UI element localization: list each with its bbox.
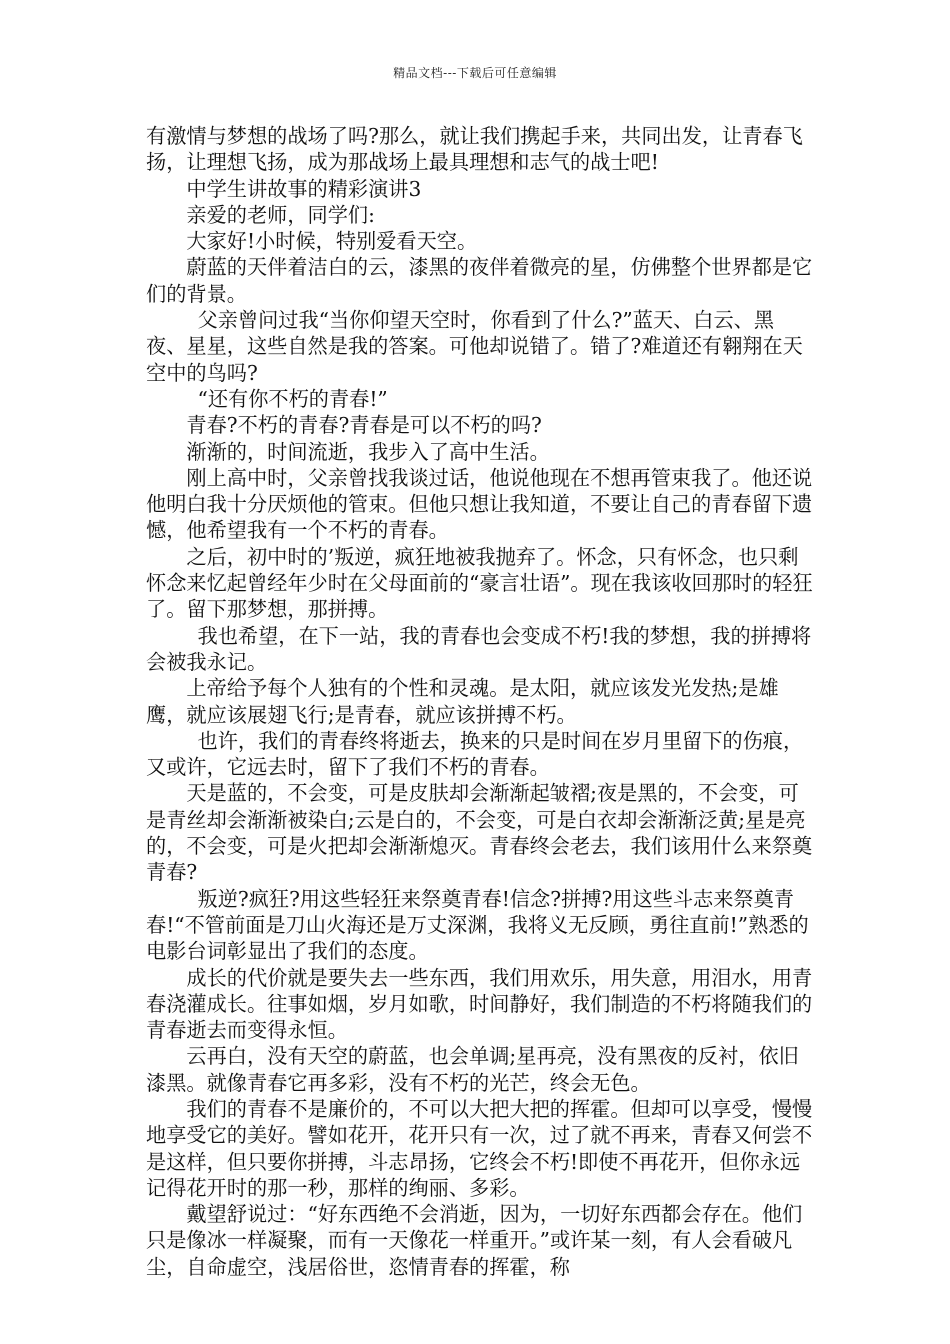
paragraph: 大家好!小时候，特别爱看天空。	[186, 229, 478, 254]
document-body	[146, 123, 814, 1280]
paragraph: 也许，我们的青春终将逝去，换来的只是时间在岁月里留下的伤痕，又或许，它远去时，留下了我们不朽的青春。	[146, 728, 804, 780]
paragraph: 我也希望，在下一站，我的青春也会变成不朽!我的梦想，我的拼搏将会被我永记。	[146, 623, 812, 674]
paragraph: 我们的青春不是廉价的，不可以大把大把的挥霍。但却可以享受，慢慢地享受它的美好。譬如花开，花开只有一次，过了就不再来，青春又何尝不是这样，但只要你拼搏，斗志昂扬，它终会不朽!即使不再花开，但你永远记得花开时的那一秒，那样的绚丽、多彩。	[146, 1096, 813, 1200]
paragraph: 父亲曾问过我“当你仰望天空时，你看到了什么?”蓝天、白云、黑夜、星星，这些自然是我的答案。可他却说错了。错了?难道还有翱翔在天空中的鸟吗?	[146, 308, 803, 385]
section-title: 中学生讲故事的精彩演讲3	[186, 176, 422, 201]
paragraph: 之后，初中时的’叛逆，疯狂地被我抛弃了。怀念，只有怀念，也只剩怀念来忆起曾经年少时在父母面前的“豪言壮语”。现在我该收回那时的轻狂了。留下那梦想，那拼搏。	[146, 544, 813, 622]
page-header: 精品文档---下载后可任意编辑	[393, 66, 557, 80]
paragraph: 有激情与梦想的战场了吗?那么，就让我们携起手来，共同出发，让青春飞扬，让理想飞扬，成为那战场上最具理想和志气的战士吧!	[146, 124, 803, 175]
paragraph: 戴望舒说过：“好东西绝不会消逝，因为，一切好东西都会存在。他们只是像冰一样凝聚，而有一天像花一样重开。”或许某一刻，有人会看破凡尘，自命虚空，浅居俗世，恣情青春的挥霍，称	[146, 1202, 803, 1279]
paragraph: 云再白，没有天空的蔚蓝，也会单调;星再亮，没有黑夜的反衬，依旧漆黑。就像青春它再多彩，没有不朽的光芒，终会无色。	[146, 1044, 799, 1095]
paragraph: 上帝给予每个人独有的个性和灵魂。是太阳，就应该发光发热;是雄鹰，就应该展翅飞行;是青春，就应该拼搏不朽。	[146, 676, 779, 727]
paragraph: 刚上高中时，父亲曾找我谈过话，他说他现在不想再管束我了。他还说他明白我十分厌烦他的管束。但他只想让我知道，不要让自己的青春留下遗憾，他希望我有一个不朽的青春。	[146, 465, 813, 543]
paragraph: 青春?不朽的青春?青春是可以不朽的吗?	[186, 413, 542, 438]
paragraph: 叛逆?疯狂?用这些轻狂来祭奠青春!信念?拼搏?用这些斗志来祭奠青春!“不管前面是刀山火海还是万丈深渊，我将义无反顾，勇往直前!”熟悉的电影台词彰显出了我们的态度。	[146, 886, 809, 964]
paragraph: 渐渐的，时间流逝，我步入了高中生活。	[186, 439, 550, 464]
paragraph: 成长的代价就是要失去一些东西，我们用欢乐，用失意，用泪水，用青春浇灌成长。往事如烟，岁月如歌，时间静好，我们制造的不朽将随我们的青春逝去而变得永恒。	[146, 965, 813, 1043]
paragraph: 天是蓝的，不会变，可是皮肤却会渐渐起皱褶;夜是黑的，不会变，可是青丝却会渐渐被染白;云是白的，不会变，可是白衣却会渐渐泛黄;星是亮的，不会变，可是火把却会渐渐熄灭。青春终会老去，我们该用什么来祭奠青春?	[146, 781, 813, 885]
paragraph: 亲爱的老师，同学们:	[186, 202, 375, 227]
paragraph: “还有你不朽的青春!”	[197, 386, 388, 411]
paragraph: 蔚蓝的天伴着洁白的云，漆黑的夜伴着微亮的星，仿佛整个世界都是它们的背景。	[146, 255, 813, 306]
